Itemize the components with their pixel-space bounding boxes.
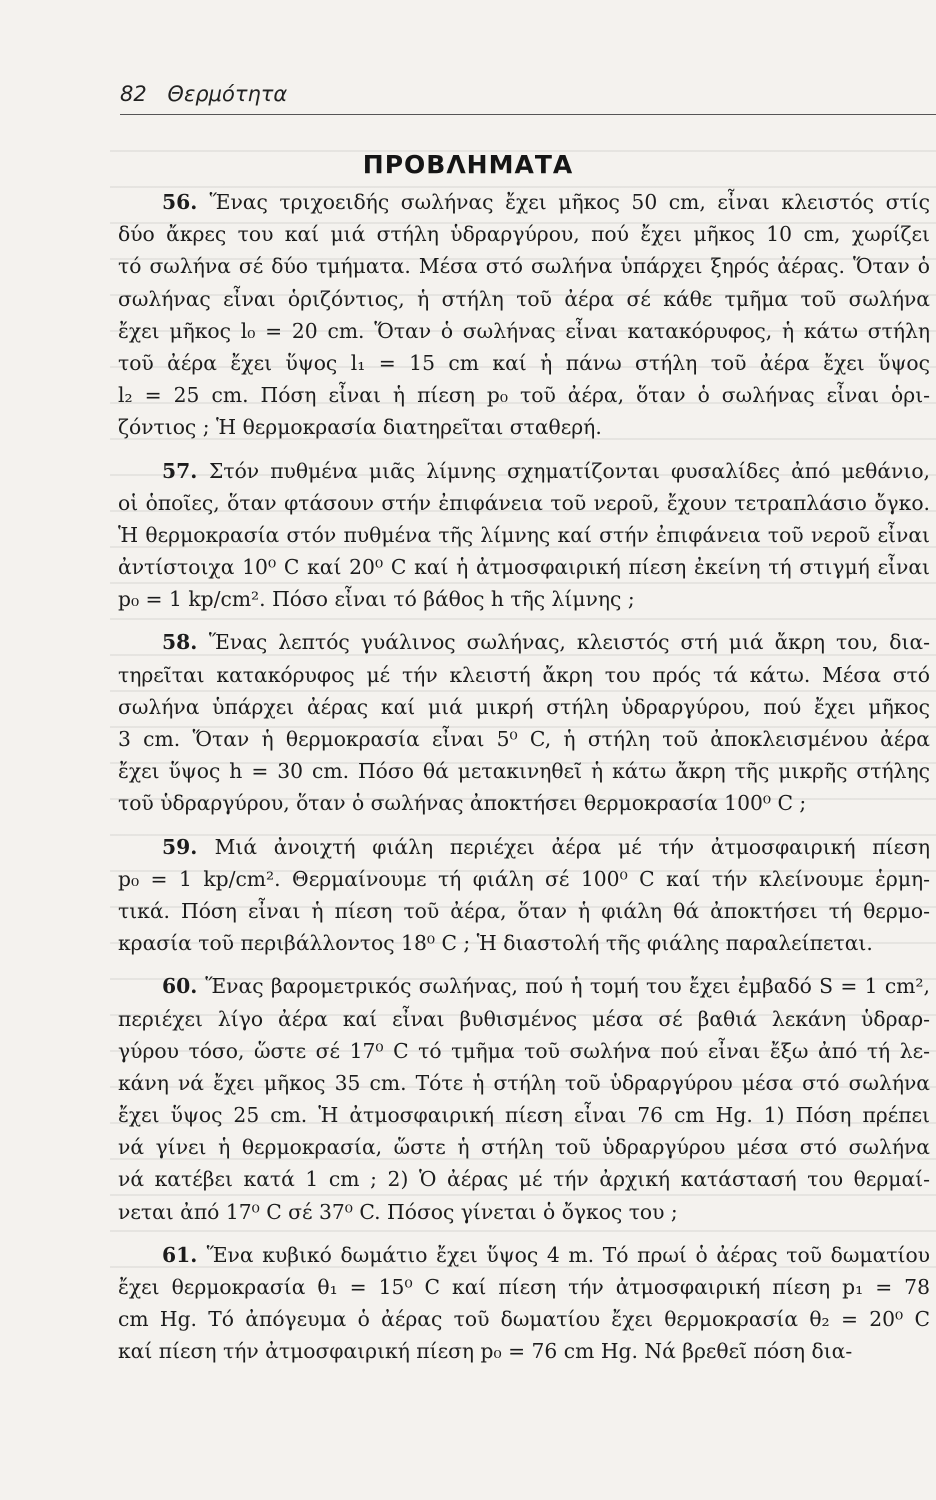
line-text: τηρεῖται κατακόρυφος μέ τήν κλειστή ἄκρη του πρός τά κάτω. Μέσα στό	[118, 662, 930, 687]
problem-56	[118, 186, 930, 444]
line-text: Στόν πυθμένα μιᾶς λίμνης σχηματίζονται φυσαλίδες ἀπό μεθάνιο,	[209, 458, 930, 483]
line-text: τοῦ ὑδραργύρου, ὅταν ὁ σωλήνας ἀποκτήσει θερμοκρασία 100⁰ C ;	[118, 791, 807, 816]
text-line	[118, 1099, 930, 1131]
line-text: καί πίεση τήν ἀτμοσφαιρική πίεση p₀ = 76 cm Hg. Νά βρεθεῖ πόση δια-	[118, 1339, 853, 1364]
line-text: οἱ ὁποῖες, ὅταν φτάσουν στήν ἐπιφάνεια τοῦ νεροῦ, ἔχουν τετραπλάσιο ὄγκο.	[118, 490, 930, 515]
line-text: p₀ = 1 kp/cm². Θερμαίνουμε τή φιάλη σέ 100⁰ C καί τήν κλείνουμε ἑρμη-	[118, 866, 930, 891]
line-text: κάνη νά ἔχει μῆκος 35 cm. Τότε ἡ στήλη τοῦ ὑδραργύρου μέσα στό σωλήνα	[118, 1070, 930, 1095]
text-line	[118, 218, 930, 250]
text-line	[118, 250, 930, 282]
line-text: τό σωλήνα σέ δύο τμήματα. Μέσα στό σωλήνα ὑπάρχει ξηρός ἀέρας. Ὅταν ὁ	[118, 254, 930, 279]
problem-number: 60.	[162, 974, 206, 999]
text-line	[118, 1239, 930, 1271]
running-header	[120, 82, 287, 106]
line-text: δύο ἄκρες του καί μιά στήλη ὑδραργύρου, πού ἔχει μῆκος 10 cm, χωρίζει	[118, 222, 930, 247]
problems-list	[118, 186, 930, 1379]
header-rule	[120, 114, 936, 115]
line-text: Ἕνας τριχοειδής σωλήνας ἔχει μῆκος 50 cm, εἶναι κλειστός στίς	[209, 190, 930, 214]
line-text: σωλήνα ὑπάρχει ἀέρας καί μιά μικρή στήλη ὑδραργύρου, πού ἔχει μῆκος	[118, 694, 930, 719]
text-line	[118, 970, 930, 1002]
text-line	[118, 1271, 930, 1303]
line-text: l₂ = 25 cm. Πόση εἶναι ἡ πίεση p₀ τοῦ ἀέρα, ὅταν ὁ σωλήνας εἶναι ὁρι-	[118, 383, 930, 408]
text-line	[118, 411, 930, 443]
text-line	[118, 583, 930, 615]
text-line	[118, 1196, 930, 1228]
text-line	[118, 379, 930, 411]
line-text: 3 cm. Ὅταν ἡ θερμοκρασία εἶναι 5⁰ C, ἡ στήλη τοῦ ἀποκλεισμένου ἀέρα	[118, 727, 930, 751]
text-line	[118, 315, 930, 347]
line-text: cm Hg. Τό ἀπόγευμα ὁ ἀέρας τοῦ δωματίου ἔχει θερμοκρασία θ₂ = 20⁰ C	[118, 1307, 930, 1332]
line-text: ἀντίστοιχα 10⁰ C καί 20⁰ C καί ἡ ἀτμοσφαιρική πίεση ἐκείνη τή στιγμή εἶναι	[118, 555, 930, 580]
line-text: ἔχει ὕψος h = 30 cm. Πόσο θά μετακινηθεῖ ἡ κάτω ἄκρη τῆς μικρῆς στήλης	[118, 759, 930, 784]
text-line	[118, 551, 930, 583]
line-text: p₀ = 1 kp/cm². Πόσο εἶναι τό βάθος h τῆς λίμνης ;	[118, 587, 635, 612]
text-line	[118, 1335, 930, 1367]
line-text: τοῦ ἀέρα ἔχει ὕψος l₁ = 15 cm καί ἡ πάνω στήλη τοῦ ἀέρα ἔχει ὕψος	[118, 350, 930, 375]
text-line	[118, 626, 930, 658]
line-text: νεται ἀπό 17⁰ C σέ 37⁰ C. Πόσος γίνεται ὁ ὄγκος του ;	[118, 1199, 678, 1224]
text-line	[118, 1303, 930, 1335]
line-text: ἔχει ὕψος 25 cm. Ἡ ἀτμοσφαιρική πίεση εἶναι 76 cm Hg. 1) Πόση πρέπει	[118, 1103, 930, 1128]
line-text: γύρου τόσο, ὥστε σέ 17⁰ C τό τμῆμα τοῦ σωλήνα πού εἶναι ἔξω ἀπό τή λε-	[118, 1038, 930, 1063]
line-text: Ἕνα κυβικό δωμάτιο ἔχει ὕψος 4 m. Τό πρωί ὁ ἀέρας τοῦ δωματίου	[206, 1242, 930, 1267]
text-line	[118, 186, 930, 218]
text-line	[118, 895, 930, 927]
line-text: ζόντιος ; Ἡ θερμοκρασία διατηρεῖται σταθερή.	[118, 415, 602, 440]
text-line	[118, 1131, 930, 1163]
text-line	[118, 1163, 930, 1195]
problem-58	[118, 626, 930, 819]
line-text: Ἕνας λεπτός γυάλινος σωλήνας, κλειστός στή μιά ἄκρη του, δια-	[208, 630, 930, 655]
line-text: νά κατέβει κατά 1 cm ; 2) Ὁ ἀέρας μέ τήν ἀρχική κατάστασή του θερμαί-	[118, 1167, 930, 1192]
text-line	[118, 283, 930, 315]
problem-number: 58.	[162, 630, 209, 655]
problem-number: 57.	[162, 458, 210, 483]
text-line	[118, 487, 930, 519]
text-line	[118, 723, 930, 755]
line-text: σωλήνας εἶναι ὁριζόντιος, ἡ στήλη τοῦ ἀέρα σέ κάθε τμῆμα τοῦ σωλήνα	[118, 286, 930, 311]
section-title: ΠΡΟΒΛΗΜΑΤΑ	[362, 150, 574, 179]
line-text: νά γίνει ἡ θερμοκρασία, ὥστε ἡ στήλη τοῦ ὑδραργύρου μέσα στό σωλήνα	[118, 1135, 930, 1160]
problem-59	[118, 831, 930, 960]
problem-number: 61.	[162, 1242, 207, 1267]
problem-60	[118, 970, 930, 1228]
line-text: κρασία τοῦ περιβάλλοντος 18⁰ C ; Ἡ διαστολή τῆς φιάλης παραλείπεται.	[118, 931, 873, 956]
text-line	[118, 691, 930, 723]
line-text: ἔχει μῆκος l₀ = 20 cm. Ὅταν ὁ σωλήνας εἶναι κατακόρυφος, ἡ κάτω στήλη	[118, 318, 930, 343]
text-line	[118, 831, 930, 863]
text-line	[118, 863, 930, 895]
text-line	[118, 455, 930, 487]
line-text: τικά. Πόση εἶναι ἡ πίεση τοῦ ἀέρα, ὅταν ἡ φιάλη θά ἀποκτήσει τή θερμο-	[118, 898, 930, 923]
chapter-title: Θερμότητα	[167, 82, 288, 106]
line-text: Ἡ θερμοκρασία στόν πυθμένα τῆς λίμνης καί στήν ἐπιφάνεια τοῦ νεροῦ εἶναι	[118, 522, 930, 547]
text-line	[118, 755, 930, 787]
text-line	[118, 347, 930, 379]
text-line	[118, 787, 930, 819]
problem-number: 56.	[162, 190, 210, 214]
text-line	[118, 519, 930, 551]
line-text: Ἕνας βαρομετρικός σωλήνας, πού ἡ τομή του ἔχει ἐμβαδό S = 1 cm²,	[205, 974, 930, 999]
text-line	[118, 927, 930, 959]
text-line	[118, 659, 930, 691]
line-text: ἔχει θερμοκρασία θ₁ = 15⁰ C καί πίεση τήν ἀτμοσφαιρική πίεση p₁ = 78	[118, 1275, 930, 1299]
page-number: 82	[120, 82, 147, 106]
problem-number: 59.	[162, 834, 215, 859]
text-line	[118, 1003, 930, 1035]
problem-61	[118, 1239, 930, 1368]
line-text: περιέχει λίγο ἀέρα καί εἶναι βυθισμένος μέσα σέ βαθιά λεκάνη ὑδραρ-	[118, 1006, 930, 1031]
line-text: Μιά ἀνοιχτή φιάλη περιέχει ἀέρα μέ τήν ἀτμοσφαιρική πίεση	[214, 834, 930, 859]
problem-57	[118, 455, 930, 616]
text-line	[118, 1035, 930, 1067]
text-line	[118, 1067, 930, 1099]
